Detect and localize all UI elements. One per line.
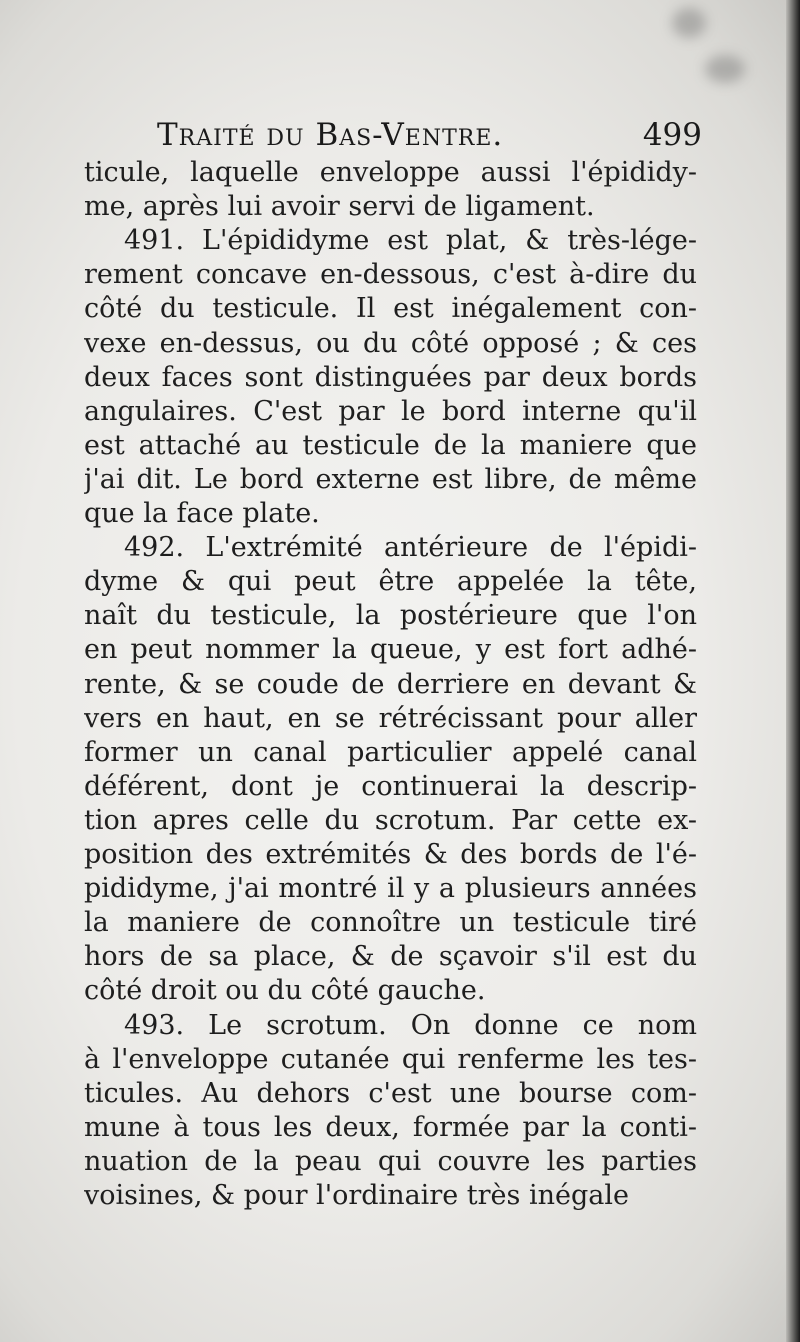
- text-line: position des extrémités & des bords de l'é-: [84, 839, 697, 870]
- text-line: nuation de la peau qui couvre les parties: [84, 1145, 697, 1177]
- text-line: côté du testicule. Il est inégalement con-: [84, 293, 697, 325]
- text-line: former un canal particulier appelé canal: [84, 736, 697, 768]
- text-line: rement concave en-dessous, c'est à-dire du: [84, 259, 697, 291]
- running-title: Traité du Bas-Ventre.: [157, 117, 504, 153]
- text-line: dyme & qui peut être appelée la tête,: [84, 566, 697, 598]
- text-line: ticules. Au dehors c'est une bourse com-: [84, 1077, 697, 1109]
- text-line: angulaires. C'est par le bord interne qu'il: [84, 395, 697, 427]
- text-line: me, après lui avoir servi de ligament.: [84, 191, 595, 223]
- text-line: déférent, dont je continuerai la descrip-: [84, 770, 697, 802]
- ink-smudge: [672, 8, 706, 38]
- text-line: à l'enveloppe cutanée qui renferme les tes-: [84, 1043, 697, 1075]
- text-line: rente, & se coude de derriere en devant &: [84, 668, 697, 700]
- ink-smudge: [705, 55, 745, 83]
- page-edge-shadow: [786, 0, 800, 1342]
- text-line: vexe en-dessus, ou du côté opposé ; & ces: [84, 327, 697, 359]
- page-number: 499: [642, 117, 702, 153]
- text-line: 491. L'épididyme est plat, & très-lége-: [124, 225, 697, 257]
- text-line: tion apres celle du scrotum. Par cette ex-: [84, 804, 697, 836]
- text-line: que la face plate.: [84, 498, 320, 529]
- text-line: hors de sa place, & de sçavoir s'il est du: [84, 941, 697, 973]
- text-line: côté droit ou du côté gauche.: [84, 975, 486, 1007]
- text-line: est attaché au testicule de la maniere que: [84, 429, 697, 461]
- text-line: 492. L'extrémité antérieure de l'épidi-: [124, 532, 697, 564]
- text-line: vers en haut, en se rétrécissant pour aller: [84, 702, 697, 734]
- text-line: deux faces sont distinguées par deux bords: [84, 361, 697, 393]
- text-line: voisines, & pour l'ordinaire très inégale: [84, 1180, 629, 1211]
- running-header: [157, 110, 702, 160]
- text-line: j'ai dit. Le bord externe est libre, de même: [84, 463, 697, 495]
- text-line: 493. Le scrotum. On donne ce nom: [124, 1009, 697, 1041]
- text-line: naît du testicule, la postérieure que l'on: [84, 600, 697, 632]
- text-line: en peut nommer la queue, y est fort adhé-: [84, 634, 697, 666]
- text-line: pididyme, j'ai montré il y a plusieurs années: [84, 873, 697, 905]
- text-line: ticule, laquelle enveloppe aussi l'épididy-: [84, 157, 697, 188]
- text-line: mune à tous les deux, formée par la conti-: [84, 1111, 697, 1143]
- text-line: la maniere de connoître un testicule tiré: [84, 907, 697, 939]
